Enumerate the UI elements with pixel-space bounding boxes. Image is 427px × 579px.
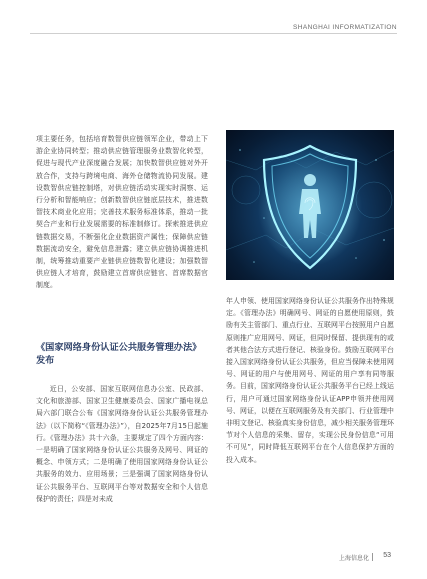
left-column-bottom-text xyxy=(36,383,208,533)
footer-divider xyxy=(372,553,373,561)
section-title: 《国家网络身份认证公共服务管理办法》发布 xyxy=(36,342,202,366)
header-brand: SHANGHAI INFORMATIZATION xyxy=(293,24,397,31)
shield-illustration xyxy=(226,130,394,280)
body-paragraph: 近日，公安部、国家互联网信息办公室、民政部、文化和旅游部、国家卫生健康委员会、国家广播电视总局六部门联合公布《国家网络身份认证公共服务管理办法》（以下简称“《管理办法》”），自2025年7月15日起施行。《管理办法》共十六条，主要规定了四个方面内容：一是明确了国家网络身份认证公共服务及网号、网证的概念、申领方式；二是明确了使用国家网络身份认证公共服务的效力、应用场景；三是强调了国家网络身份认证公共服务平台、互联网平台等对数据安全和个人信息保护的责任；四是对未成 xyxy=(36,385,208,503)
page-number: 53 xyxy=(383,552,391,559)
left-column-top-text xyxy=(36,133,208,329)
body-paragraph: 项主要任务，包括培育数智供应链领军企业，带动上下游企业协同转型；推动供应链管理服务业数智化转型，促进与现代产业深度融合发展；加快数智供应链对外开放合作，支持与跨境电商、海外仓储物流协同发展。建设数智供应链控制塔，对供应链活动实现实时洞察、运行分析和智能响应；创新数智供应链底层技术，推进数智技术商业化应用；完善技术服务标准体系，推动一批契合产业和行业发展需要的标准制修订。探索推进供应链数据交易，不断强化企业数据资产属性；保障供应链数据流动安全，避免信息泄露；建立供应链协调推进机制，统筹推动重要产业链供应链数智化建设；加强数智供应链人才培育，鼓励建立首席供应链官、首席数据官制度。 xyxy=(36,135,208,290)
footer-publication: 上海信息化 xyxy=(338,555,369,562)
header-rule xyxy=(30,33,397,34)
right-column-text xyxy=(226,295,394,531)
body-paragraph: 年人申领、使用国家网络身份认证公共服务作出特殊规定。《管理办法》明确网号、网证的自愿使用原则，鼓励有关主管部门、重点行业、互联网平台按照用户自愿原则推广应用网号、网证，但同时保留、提供现有的或者其他合法方式进行登记、核验身份。鼓励互联网平台接入国家网络身份认证公共服务，但应当保障未使用网号、网证的用户与使用网号、网证的用户享有同等服务。目前，国家网络身份认证公共服务平台已经上线运行，用户可通过国家网络身份认证APP申领并使用网号、网证，以便在互联网服务及有关部门、行业管理中非明文登记、核验真实身份信息，减少相关服务管理环节对个人信息的采集、留存，实现公民身份信息“可用不可见”，同时降低互联网平台在个人信息保护方面的投入成本。 xyxy=(226,297,394,464)
hero-image xyxy=(226,130,394,280)
